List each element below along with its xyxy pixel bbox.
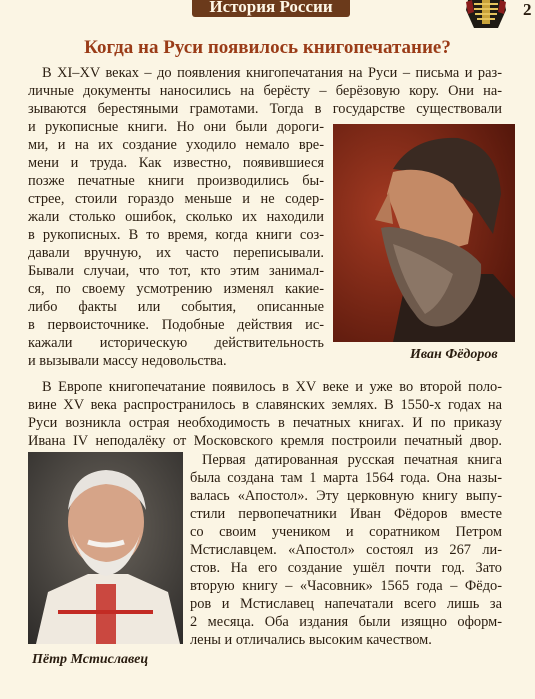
text-line: вторую книгу – «Часовник» 1565 года – Фёдо- bbox=[190, 578, 502, 594]
text-line: Бывали случаи, что тот, кто этим занимал- bbox=[28, 263, 324, 279]
text-line: мени и труда. Как известно, появившиеся bbox=[28, 155, 324, 171]
text-line: стили первопечатники Иван Фёдоров вместе bbox=[190, 506, 502, 522]
text-line: Первая датированная русская печатная книга bbox=[202, 452, 502, 468]
text-line: 2 месяца. Оба издания были изящно оформ- bbox=[190, 614, 502, 630]
section-header-banner bbox=[192, 0, 350, 17]
section-title: История России bbox=[209, 0, 333, 16]
text-line: стрее, стоили гораздо меньше и не содер- bbox=[28, 191, 324, 207]
text-line: личные документы наносились на берёсту – берёзовую кору. Они на- bbox=[28, 83, 502, 99]
text-line: и вызывали массу недовольства. bbox=[28, 353, 227, 369]
text-line: давали вручную, их часто переписывали. bbox=[28, 245, 324, 261]
text-line: ми, и на их создание уходило немало вре- bbox=[28, 137, 324, 153]
text-line: и рукописные книги. Но они были дороги- bbox=[28, 119, 324, 135]
text-line: Ивана IV неподалёку от Московского кремля построили печатный двор. bbox=[28, 433, 502, 449]
text-line: со своим учеником и соратником Петром bbox=[190, 524, 502, 540]
text-line: в рукописных. В то время, когда книги соз- bbox=[28, 227, 324, 243]
text-line: ров и Мстиславец напечатали всего лишь за bbox=[190, 596, 502, 612]
text-line: ся, по своему усмотрению изменял какие- bbox=[28, 281, 324, 297]
text-line: лены и отличались высоким качеством. bbox=[190, 632, 432, 648]
text-line: валась «Апостол». Эту церковную книгу выпу- bbox=[190, 488, 502, 504]
text-line: вине XV века распространилось в славянских землях. В 1550-х годах на bbox=[28, 397, 502, 413]
hussar-uniform-icon bbox=[462, 0, 510, 28]
text-line: Мстиславцем. «Апостол» состоял из 267 ли- bbox=[190, 542, 502, 558]
text-line: была создана там 1 марта 1564 года. Она назы- bbox=[190, 470, 502, 486]
text-line: кажали историческую действительность bbox=[28, 335, 324, 351]
petr-mstislavets-portrait bbox=[28, 452, 183, 644]
text-line: Руси возникла острая необходимость в печатных книгах. И по приказу bbox=[28, 415, 502, 431]
mstislavets-caption: Пётр Мстиславец bbox=[32, 652, 149, 667]
page-number: 2 bbox=[523, 0, 532, 19]
fedorov-caption: Иван Фёдоров bbox=[410, 347, 498, 362]
ivan-fedorov-portrait bbox=[333, 124, 515, 342]
text-line: зываются берестяными грамотами. Тогда в государстве существовали bbox=[28, 101, 502, 117]
text-line: позже печатные книги производились бы- bbox=[28, 173, 324, 189]
article-title: Когда на Руси появилось книгопечатание? bbox=[84, 37, 451, 58]
text-line: либо факты или события, описанные bbox=[28, 299, 324, 315]
text-line: стов. На его создание ушёл почти год. Зато bbox=[190, 560, 502, 576]
text-line: жали столько ошибок, сколько их находили bbox=[28, 209, 324, 225]
text-line: В XI–XV веках – до появления книгопечатания на Руси – письма и раз- bbox=[42, 65, 502, 81]
text-line: В Европе книгопечатание появилось в XV веке и уже во второй поло- bbox=[42, 379, 502, 395]
text-line: в первоисточнике. Подобные действия ис- bbox=[28, 317, 324, 333]
